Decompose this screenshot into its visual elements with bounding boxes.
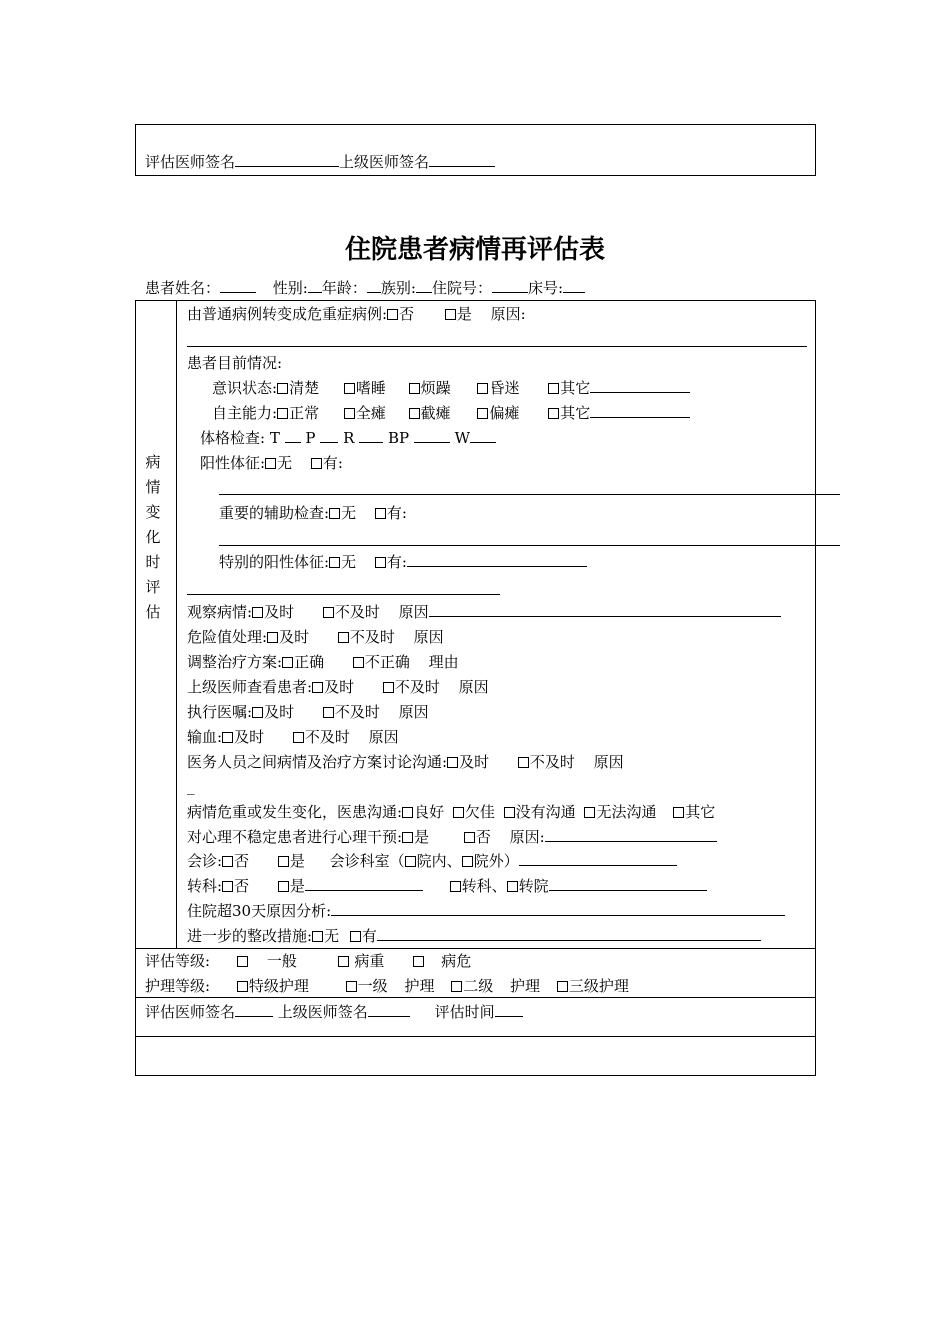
autonomy-quadriplegia-label: 全瘫 [355, 404, 386, 422]
transfer-row [187, 876, 707, 896]
psych-reason-field[interactable] [545, 827, 717, 842]
danger-value-label: 危险值处理: [187, 628, 268, 646]
grade-serious-label: 病重 [354, 952, 385, 970]
critical-yes-checkbox[interactable] [445, 309, 456, 320]
patient-info-row [145, 278, 585, 298]
improve-row [187, 926, 761, 946]
improve-field[interactable] [377, 926, 761, 941]
observe-late-label: 不及时 [334, 603, 380, 621]
temp-field[interactable] [285, 428, 301, 443]
staff-comm-late-label: 不及时 [529, 753, 575, 771]
consciousness-restless-checkbox[interactable] [409, 383, 420, 394]
special-signs-yes-checkbox[interactable] [375, 557, 386, 568]
temp-label: T [269, 429, 280, 447]
special-signs-field[interactable] [407, 552, 587, 567]
resp-field[interactable] [359, 428, 383, 443]
staff-comm-reason-label: 原因 [593, 753, 624, 771]
improve-yes-checkbox[interactable] [350, 931, 361, 942]
consult-yes-checkbox[interactable] [278, 856, 289, 867]
bottom-eval-time-label: 评估时间 [434, 1003, 495, 1021]
senior-visit-late-checkbox[interactable] [383, 682, 394, 693]
critical-transition-label: 由普通病例转变成危重症病例: [187, 305, 388, 323]
consult-dept-field[interactable] [519, 851, 677, 866]
aux-exam-row [219, 503, 407, 523]
dp-other-checkbox[interactable] [673, 807, 684, 818]
transfusion-late-checkbox[interactable] [293, 732, 304, 743]
staff-comm-late-checkbox[interactable] [518, 757, 529, 768]
autonomy-quadriplegia-checkbox[interactable] [344, 408, 355, 419]
observe-late-checkbox[interactable] [323, 607, 334, 618]
critical-yes-label: 是 [456, 305, 472, 323]
consciousness-coma-label: 昏迷 [489, 379, 520, 397]
special-signs-label: 特别的阳性体征: [219, 553, 330, 571]
consult-inside-label: 院内、 [416, 852, 462, 870]
adjust-correct-checkbox[interactable] [282, 657, 293, 668]
nursing-third-checkbox[interactable] [557, 981, 568, 992]
aux-exam-line[interactable] [219, 545, 840, 546]
bottom-eval-doctor-label: 评估医师签名 [145, 1003, 236, 1021]
positive-signs-line[interactable] [219, 494, 840, 495]
transfer-hospital-checkbox[interactable] [507, 881, 518, 892]
autonomy-other-checkbox[interactable] [548, 408, 559, 419]
pulse-field[interactable] [320, 428, 338, 443]
orders-late-label: 不及时 [334, 703, 380, 721]
psych-yes-label: 是 [414, 828, 430, 846]
grade-row [145, 951, 471, 971]
consciousness-clear-label: 清楚 [289, 379, 320, 397]
nursing-special-checkbox[interactable] [237, 981, 248, 992]
psych-row [187, 827, 717, 847]
admission-no-field[interactable] [492, 278, 528, 293]
grade-critical-label: 病危 [441, 952, 472, 970]
bottom-blank-divider [135, 1036, 816, 1037]
side-label-char: 病 [145, 453, 161, 471]
transfer-field[interactable] [549, 876, 707, 891]
psych-reason-label: 原因: [509, 828, 545, 846]
bottom-eval-time-field[interactable] [495, 1002, 523, 1017]
sign-section-divider [135, 997, 816, 998]
aux-exam-label: 重要的辅助检查: [219, 504, 330, 522]
grade-critical-checkbox[interactable] [413, 956, 424, 967]
positive-signs-row [200, 453, 343, 473]
patient-name-label: 患者姓名： [145, 279, 221, 297]
psych-no-label: 否 [475, 828, 491, 846]
side-label-char: 情 [145, 478, 161, 496]
special-signs-no-label: 无 [341, 553, 357, 571]
danger-timely-label: 及时 [279, 628, 310, 646]
top-signature-row [145, 152, 495, 172]
transfer-no-checkbox[interactable] [222, 881, 233, 892]
weight-label: W [454, 429, 471, 447]
adjust-incorrect-checkbox[interactable] [353, 657, 364, 668]
improve-no-checkbox[interactable] [312, 931, 323, 942]
side-label [143, 450, 163, 625]
transfusion-timely-checkbox[interactable] [222, 732, 233, 743]
consult-no-checkbox[interactable] [222, 856, 233, 867]
consciousness-other-field[interactable] [590, 378, 690, 393]
physical-exam-label: 体格检查: [200, 429, 266, 447]
autonomy-other-label: 其它 [560, 404, 591, 422]
orders-row [187, 702, 429, 722]
grade-normal-checkbox[interactable] [237, 956, 248, 967]
orders-timely-label: 及时 [264, 703, 295, 721]
gender-field[interactable] [308, 278, 322, 293]
bottom-senior-doctor-label: 上级医师签名 [277, 1003, 368, 1021]
current-status-heading: 患者目前情况: [187, 354, 283, 372]
observe-reason-field[interactable] [429, 602, 781, 617]
senior-visit-reason-label: 原因 [458, 678, 489, 696]
consciousness-other-label: 其它 [560, 379, 591, 397]
consciousness-other-checkbox[interactable] [548, 383, 559, 394]
senior-doctor-sign-label: 上级医师签名 [339, 153, 430, 171]
grade-label: 评估等级: [145, 952, 211, 970]
nursing-third-label: 三级护理 [568, 977, 629, 995]
dp-poor-label: 欠佳 [464, 803, 495, 821]
staff-comm-timely-label: 及时 [459, 753, 490, 771]
dp-unable-label: 无法沟通 [596, 803, 657, 821]
psych-no-checkbox[interactable] [464, 832, 475, 843]
ethnicity-label: 族别: [380, 279, 416, 297]
positive-signs-label: 阳性体征: [200, 454, 266, 472]
grade-section-divider [135, 948, 816, 949]
autonomy-label: 自主能力: [212, 404, 278, 422]
transfer-yes-label: 是 [289, 877, 305, 895]
orders-late-checkbox[interactable] [323, 707, 334, 718]
bottom-signature-row [145, 1002, 523, 1022]
critical-no-checkbox[interactable] [387, 309, 398, 320]
autonomy-hemiplegia-label: 偏瘫 [489, 404, 520, 422]
danger-reason-label: 原因 [413, 628, 444, 646]
orders-reason-label: 原因 [398, 703, 429, 721]
nursing-special-label: 特级护理 [248, 977, 309, 995]
over-30-label: 住院超30天原因分析: [187, 902, 332, 920]
special-signs-continuation-line[interactable] [187, 594, 500, 595]
autonomy-normal-label: 正常 [289, 404, 320, 422]
senior-visit-late-label: 不及时 [394, 678, 440, 696]
positive-signs-no-checkbox[interactable] [265, 458, 276, 469]
consult-outside-checkbox[interactable] [462, 856, 473, 867]
special-signs-yes-label: 有: [386, 553, 407, 571]
consciousness-drowsy-label: 嗜睡 [355, 379, 386, 397]
grade-normal-label: 一般 [266, 952, 297, 970]
bed-no-label: 床号: [527, 279, 564, 297]
transfer-hospital-label: 转院 [518, 877, 549, 895]
consciousness-clear-checkbox[interactable] [277, 383, 288, 394]
improve-label: 进一步的整改措施: [187, 927, 313, 945]
transfer-dept-label: 转科、 [461, 877, 507, 895]
consult-outside-label: 院外） [473, 852, 519, 870]
eval-doctor-sign-label: 评估医师签名 [145, 153, 236, 171]
doctor-patient-row [187, 802, 715, 822]
bp-label: BP [387, 429, 410, 447]
bed-no-field[interactable] [563, 278, 585, 293]
consult-yes-label: 是 [289, 852, 305, 870]
gender-label: 性别: [272, 279, 308, 297]
observe-timely-checkbox[interactable] [252, 607, 263, 618]
positive-signs-yes-checkbox[interactable] [311, 458, 322, 469]
eval-doctor-sign-field[interactable] [235, 152, 339, 167]
dp-good-checkbox[interactable] [402, 807, 413, 818]
bottom-eval-doctor-field[interactable] [235, 1002, 273, 1017]
observe-row [187, 602, 781, 622]
transfusion-late-label: 不及时 [304, 728, 350, 746]
senior-visit-label: 上级医师查看患者: [187, 678, 313, 696]
transfer-label: 转科: [187, 877, 223, 895]
consciousness-label: 意识状态: [212, 379, 278, 397]
bp-field[interactable] [414, 428, 450, 443]
page-title: 住院患者病情再评估表 [344, 235, 605, 265]
doctor-patient-label: 病情危重或发生变化，医患沟通: [187, 803, 403, 821]
critical-no-label: 否 [399, 305, 415, 323]
side-label-char: 变 [145, 503, 161, 521]
transfusion-label: 输血: [187, 728, 223, 746]
bottom-senior-doctor-field[interactable] [368, 1002, 410, 1017]
dp-unable-checkbox[interactable] [584, 807, 595, 818]
staff-comm-row [187, 752, 624, 772]
positive-signs-no-label: 无 [277, 454, 293, 472]
psych-yes-checkbox[interactable] [402, 832, 413, 843]
consciousness-drowsy-checkbox[interactable] [344, 383, 355, 394]
aux-exam-yes-label: 有: [386, 504, 407, 522]
side-label-char: 评 [145, 578, 161, 596]
aux-exam-no-checkbox[interactable] [329, 508, 340, 519]
adjust-reason-label: 理由 [428, 653, 459, 671]
dp-none-label: 没有沟通 [515, 803, 576, 821]
consult-row [187, 851, 677, 871]
pulse-label: P [305, 429, 316, 447]
danger-late-label: 不及时 [349, 628, 395, 646]
autonomy-other-field[interactable] [590, 403, 690, 418]
side-label-char: 化 [145, 528, 161, 546]
adjust-incorrect-label: 不正确 [364, 653, 410, 671]
aux-exam-yes-checkbox[interactable] [375, 508, 386, 519]
consciousness-row [212, 378, 690, 398]
aux-exam-no-label: 无 [341, 504, 357, 522]
nursing-second-checkbox[interactable] [451, 981, 462, 992]
side-label-char: 估 [145, 603, 161, 621]
transfer-yes-field[interactable] [305, 876, 423, 891]
psych-label: 对心理不稳定患者进行心理干预: [187, 828, 403, 846]
consult-dept-label: 会诊科室（ [329, 852, 405, 870]
dp-good-label: 良好 [414, 803, 445, 821]
admission-no-label: 住院号： [431, 279, 492, 297]
adjust-plan-row [187, 652, 459, 672]
staff-comm-tail: _ [187, 777, 195, 795]
staff-comm-timely-checkbox[interactable] [447, 757, 458, 768]
critical-reason-line[interactable] [187, 346, 807, 347]
senior-doctor-sign-field[interactable] [429, 152, 495, 167]
dp-other-label: 其它 [685, 803, 716, 821]
observe-reason-label: 原因 [398, 603, 429, 621]
autonomy-paraplegia-label: 截瘫 [420, 404, 451, 422]
over-30-row [187, 901, 785, 921]
senior-visit-row [187, 677, 489, 697]
nursing-first-label: 一级 [357, 977, 388, 995]
danger-value-row [187, 627, 444, 647]
transfusion-timely-label: 及时 [234, 728, 265, 746]
orders-label: 执行医嘱: [187, 703, 253, 721]
observe-label: 观察病情: [187, 603, 253, 621]
consult-no-label: 否 [234, 852, 250, 870]
improve-yes-label: 有 [361, 927, 377, 945]
critical-reason-label: 原因: [490, 305, 526, 323]
orders-timely-checkbox[interactable] [252, 707, 263, 718]
autonomy-paraplegia-checkbox[interactable] [409, 408, 420, 419]
weight-field[interactable] [470, 428, 496, 443]
senior-visit-timely-checkbox[interactable] [312, 682, 323, 693]
improve-no-label: 无 [324, 927, 340, 945]
side-column-divider [176, 300, 177, 948]
transfusion-reason-label: 原因 [368, 728, 399, 746]
positive-signs-yes-label: 有: [322, 454, 343, 472]
senior-visit-timely-label: 及时 [324, 678, 355, 696]
nursing-first-checkbox[interactable] [346, 981, 357, 992]
staff-comm-label: 医务人员之间病情及治疗方案讨论沟通: [187, 753, 448, 771]
nursing-word-label: 护理 [510, 977, 541, 995]
dp-none-checkbox[interactable] [504, 807, 515, 818]
over-30-field[interactable] [331, 901, 785, 916]
consult-inside-checkbox[interactable] [405, 856, 416, 867]
transfer-dept-checkbox[interactable] [450, 881, 461, 892]
transfer-no-label: 否 [234, 877, 250, 895]
consciousness-coma-checkbox[interactable] [477, 383, 488, 394]
age-field[interactable] [367, 278, 381, 293]
physical-exam-row [200, 428, 496, 448]
dp-poor-checkbox[interactable] [453, 807, 464, 818]
consult-label: 会诊: [187, 852, 223, 870]
danger-late-checkbox[interactable] [338, 632, 349, 643]
adjust-plan-label: 调整治疗方案: [187, 653, 283, 671]
autonomy-hemiplegia-checkbox[interactable] [477, 408, 488, 419]
autonomy-row [212, 403, 690, 423]
resp-label: R [343, 429, 355, 447]
transfusion-row [187, 727, 399, 747]
grade-serious-checkbox[interactable] [338, 956, 349, 967]
transfer-yes-checkbox[interactable] [278, 881, 289, 892]
autonomy-normal-checkbox[interactable] [277, 408, 288, 419]
nursing-second-label: 二级 [463, 977, 494, 995]
nursing-label: 护理等级: [145, 977, 211, 995]
adjust-correct-label: 正确 [294, 653, 325, 671]
age-label: 年龄： [321, 279, 367, 297]
nursing-word-label: 护理 [404, 977, 435, 995]
nursing-row [145, 976, 629, 996]
critical-transition-row [187, 304, 526, 324]
special-signs-no-checkbox[interactable] [329, 557, 340, 568]
danger-timely-checkbox[interactable] [267, 632, 278, 643]
ethnicity-field[interactable] [416, 278, 432, 293]
side-label-char: 时 [145, 553, 161, 571]
patient-name-field[interactable] [220, 278, 256, 293]
observe-timely-label: 及时 [264, 603, 295, 621]
special-signs-row [219, 552, 587, 572]
consciousness-restless-label: 烦躁 [420, 379, 451, 397]
